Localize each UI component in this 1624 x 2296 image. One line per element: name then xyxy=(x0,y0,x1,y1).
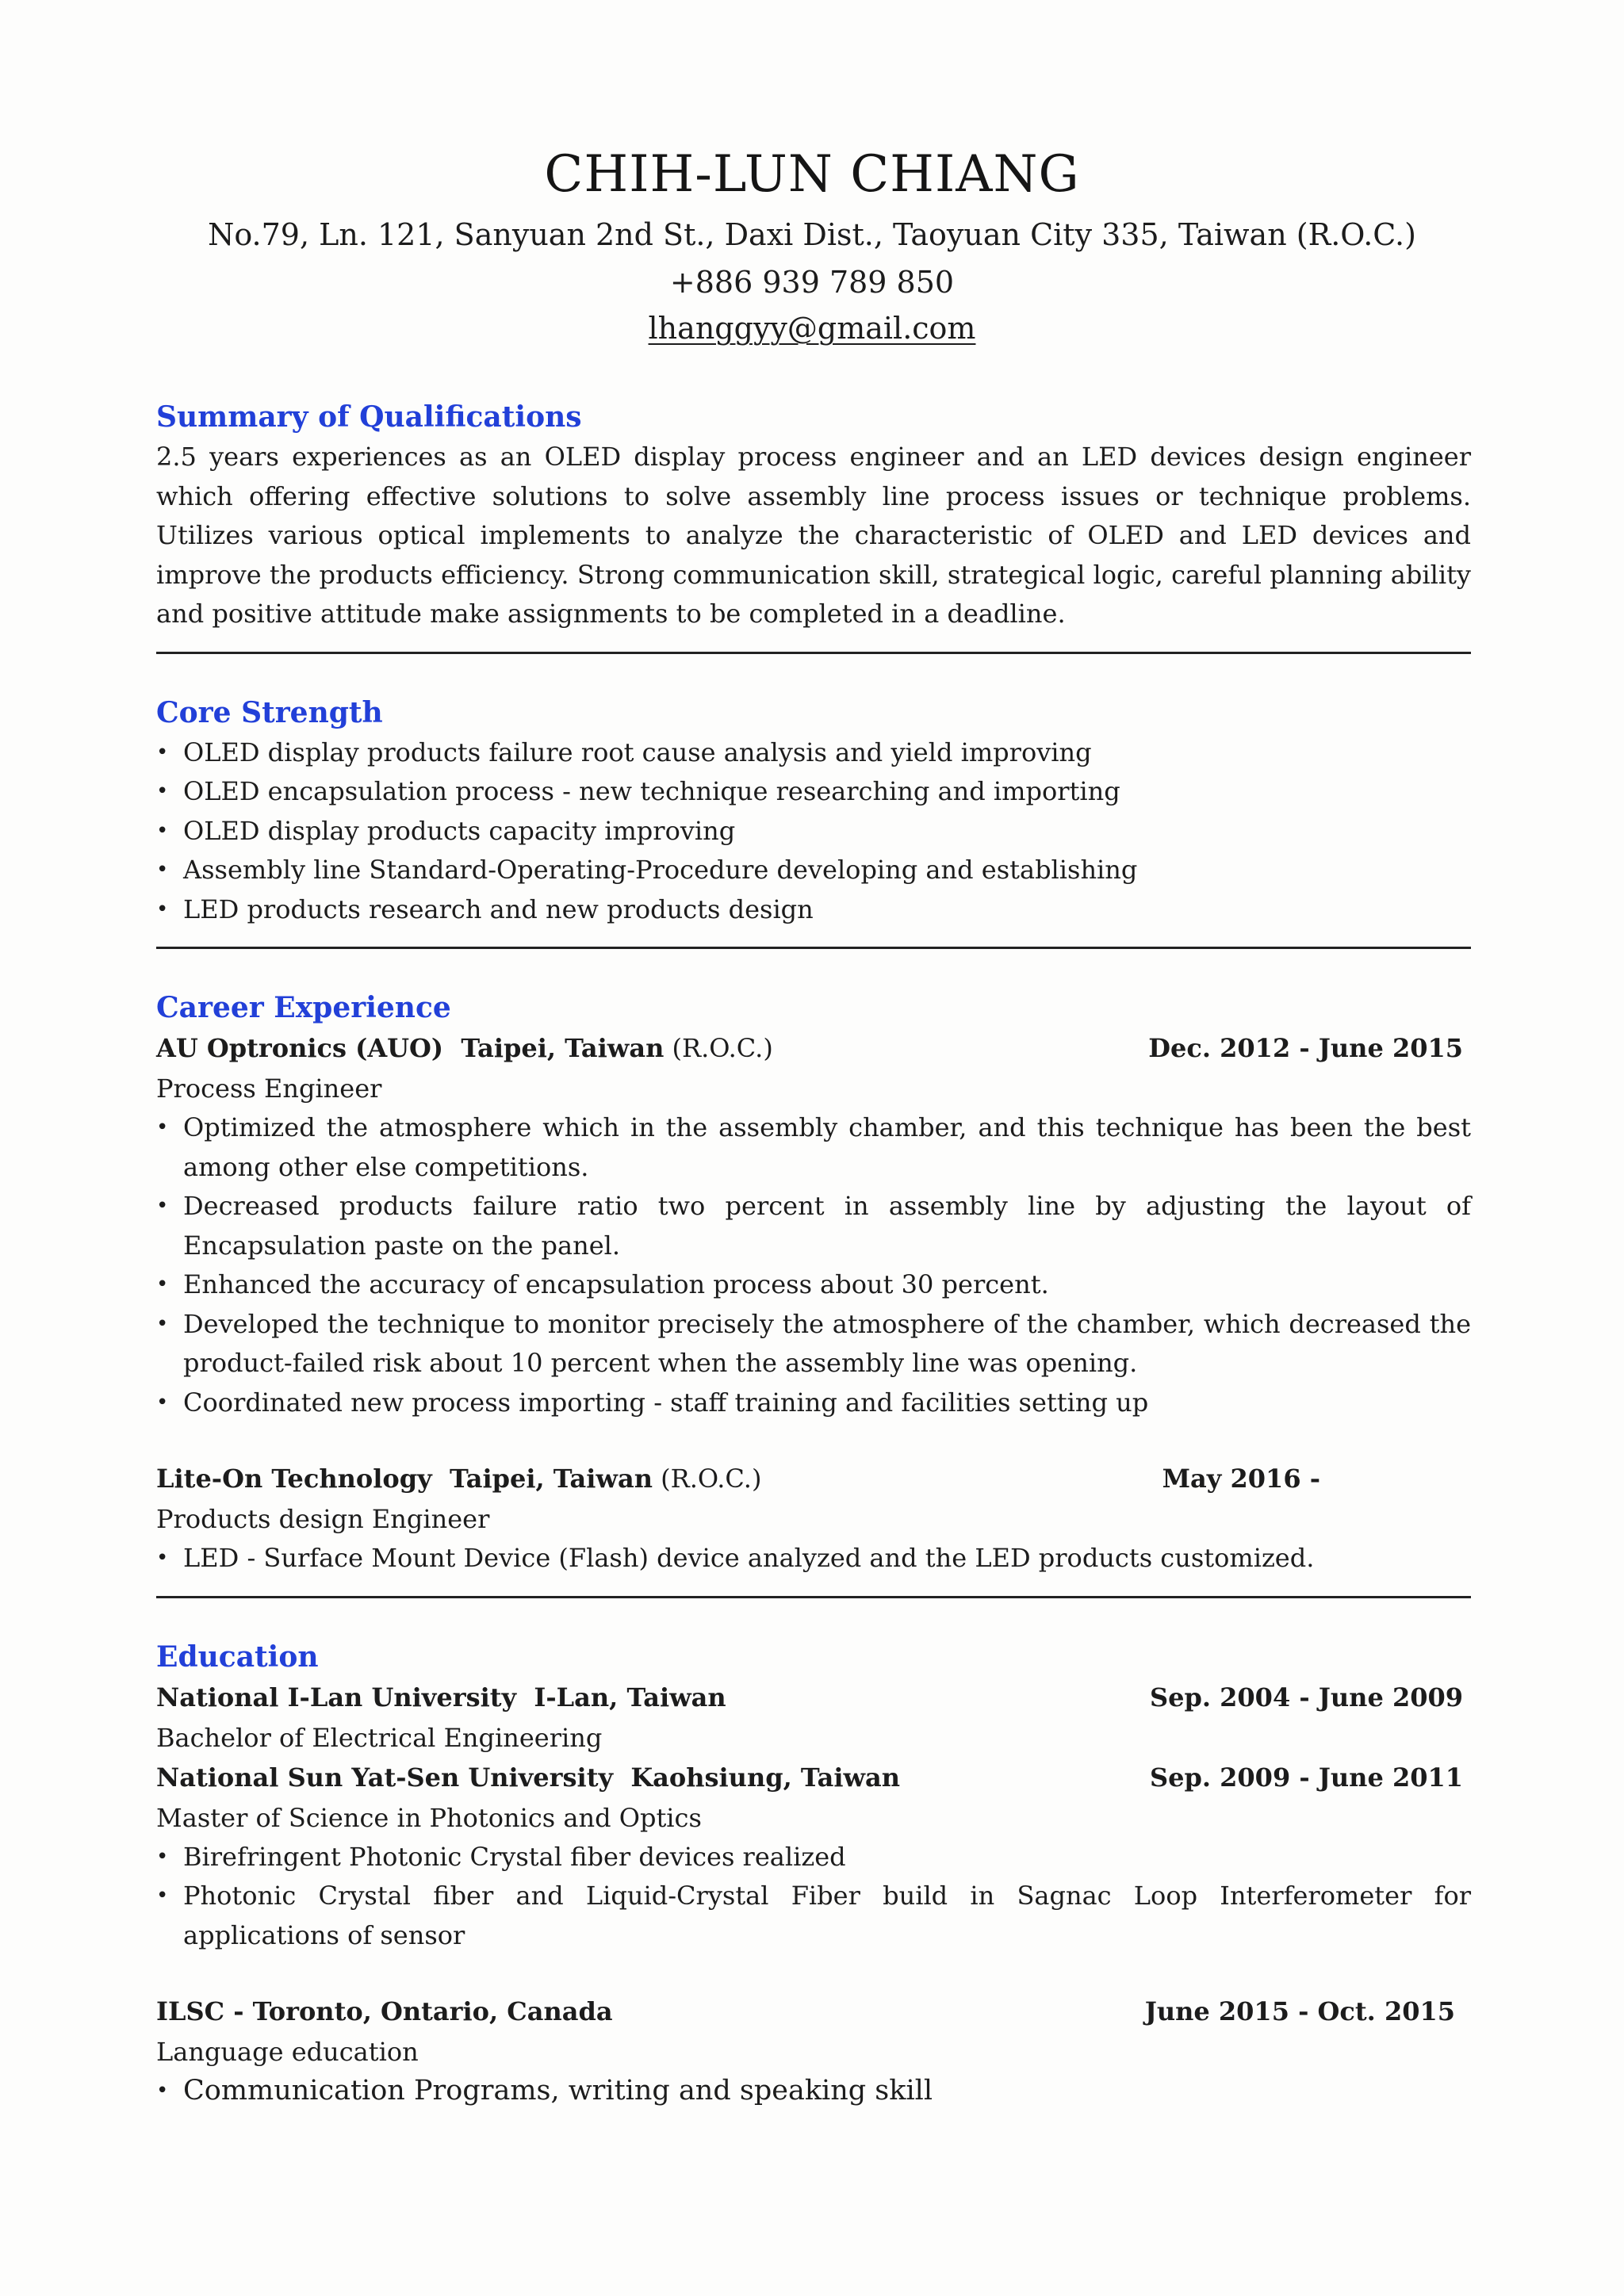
list-item: • LED - Surface Mount Device (Flash) device analyzed and the LED products customized. xyxy=(156,1539,1471,1578)
summary-section xyxy=(156,396,1471,654)
section-title-career: Career Experience xyxy=(156,991,451,1024)
list-item: • Birefringent Photonic Crystal fiber devices realized xyxy=(156,1838,1471,1877)
core-strength-list xyxy=(156,733,1471,930)
section-title-core-strength: Core Strength xyxy=(156,695,383,729)
resume-content xyxy=(156,396,1471,2111)
company-country: (R.O.C.) xyxy=(664,1033,773,1063)
company-country: (R.O.C.) xyxy=(652,1464,762,1494)
education-dates: Sep. 2009 - June 2011 xyxy=(1150,1762,1463,1793)
section-title-summary: Summary of Qualifications xyxy=(156,400,582,434)
list-item: • Optimized the atmosphere which in the assembly chamber, and this technique has been the best among other else competitions. xyxy=(156,1108,1471,1187)
job-dates: Dec. 2012 - June 2015 xyxy=(1148,1033,1463,1063)
education-section xyxy=(156,1636,1471,2111)
job-duties-list xyxy=(156,1108,1471,1422)
list-item: • OLED display products capacity improving xyxy=(156,812,1471,851)
school-name: National I-Lan University I-Lan, Taiwan xyxy=(156,1682,726,1712)
education-header xyxy=(156,1678,1471,1718)
list-item: • Communication Programs, writing and speaking skill xyxy=(156,2072,1471,2111)
job-dates: May 2016 - xyxy=(1162,1464,1320,1494)
degree: Language education xyxy=(156,2037,419,2067)
company-name: Lite-On Technology Taipei, Taiwan xyxy=(156,1464,653,1494)
job-title: Process Engineer xyxy=(156,1073,382,1104)
job-header xyxy=(156,1028,1471,1069)
address: No.79, Ln. 121, Sanyuan 2nd St., Daxi Dist., Taoyuan City 335, Taiwan (R.O.C.) xyxy=(208,217,1416,252)
degree: Bachelor of Electrical Engineering xyxy=(156,1722,603,1753)
education-header xyxy=(156,1992,1471,2032)
applicant-name: CHIH-LUN CHIANG xyxy=(544,145,1080,204)
section-title-education: Education xyxy=(156,1640,319,1674)
company-name: AU Optronics (AUO) Taipei, Taiwan xyxy=(156,1033,665,1063)
job-title: Products design Engineer xyxy=(156,1504,490,1534)
list-item: • Enhanced the accuracy of encapsulation process about 30 percent. xyxy=(156,1265,1471,1305)
list-item: • OLED display products failure root cause analysis and yield improving xyxy=(156,733,1471,773)
summary-text: 2.5 years experiences as an OLED display process engineer and an LED devices design engineer which offering effective solutions to solve assembly line process issues or technique problems. Utilizes various optical implements to analyze the characteristic of OLED and LED devices and improve the products efficiency. Strong communication skill, strategical logic, careful planning ability and positive attitude make assignments to be completed in a deadline. xyxy=(156,442,1471,629)
school-name: ILSC - Toronto, Ontario, Canada xyxy=(156,1996,613,2026)
career-section xyxy=(156,987,1471,1598)
job-header xyxy=(156,1459,1471,1499)
list-item: • Decreased products failure ratio two percent in assembly line by adjusting the layout of Encapsulation paste on the panel. xyxy=(156,1187,1471,1265)
email-link[interactable]: lhanggyy@gmail.com xyxy=(648,311,976,346)
job-entry xyxy=(156,1028,1471,1422)
education-header xyxy=(156,1758,1471,1798)
education-details-list xyxy=(156,2072,1471,2111)
phone-number: +886 939 789 850 xyxy=(669,265,955,300)
education-dates: June 2015 - Oct. 2015 xyxy=(1144,1996,1455,2026)
education-details-list xyxy=(156,1838,1471,1956)
list-item: • Assembly line Standard-Operating-Procedure developing and establishing xyxy=(156,851,1471,890)
school-name: National Sun Yat-Sen University Kaohsiung, Taiwan xyxy=(156,1762,901,1793)
list-item: • LED products research and new products design xyxy=(156,890,1471,930)
degree: Master of Science in Photonics and Optics xyxy=(156,1802,702,1833)
job-entry xyxy=(156,1459,1471,1578)
core-strength-section xyxy=(156,692,1471,950)
job-duties-list xyxy=(156,1539,1471,1578)
education-dates: Sep. 2004 - June 2009 xyxy=(1150,1682,1463,1712)
list-item: • OLED encapsulation process - new technique researching and importing xyxy=(156,772,1471,812)
list-item: • Coordinated new process importing - staff training and facilities setting up xyxy=(156,1383,1471,1423)
email-line xyxy=(0,304,1624,352)
list-item: • Developed the technique to monitor precisely the atmosphere of the chamber, which decreased the product-failed risk about 10 percent when the assembly line was opening. xyxy=(156,1305,1471,1383)
list-item: • Photonic Crystal fiber and Liquid-Crystal Fiber build in Sagnac Loop Interferometer for applications of sensor xyxy=(156,1877,1471,1955)
